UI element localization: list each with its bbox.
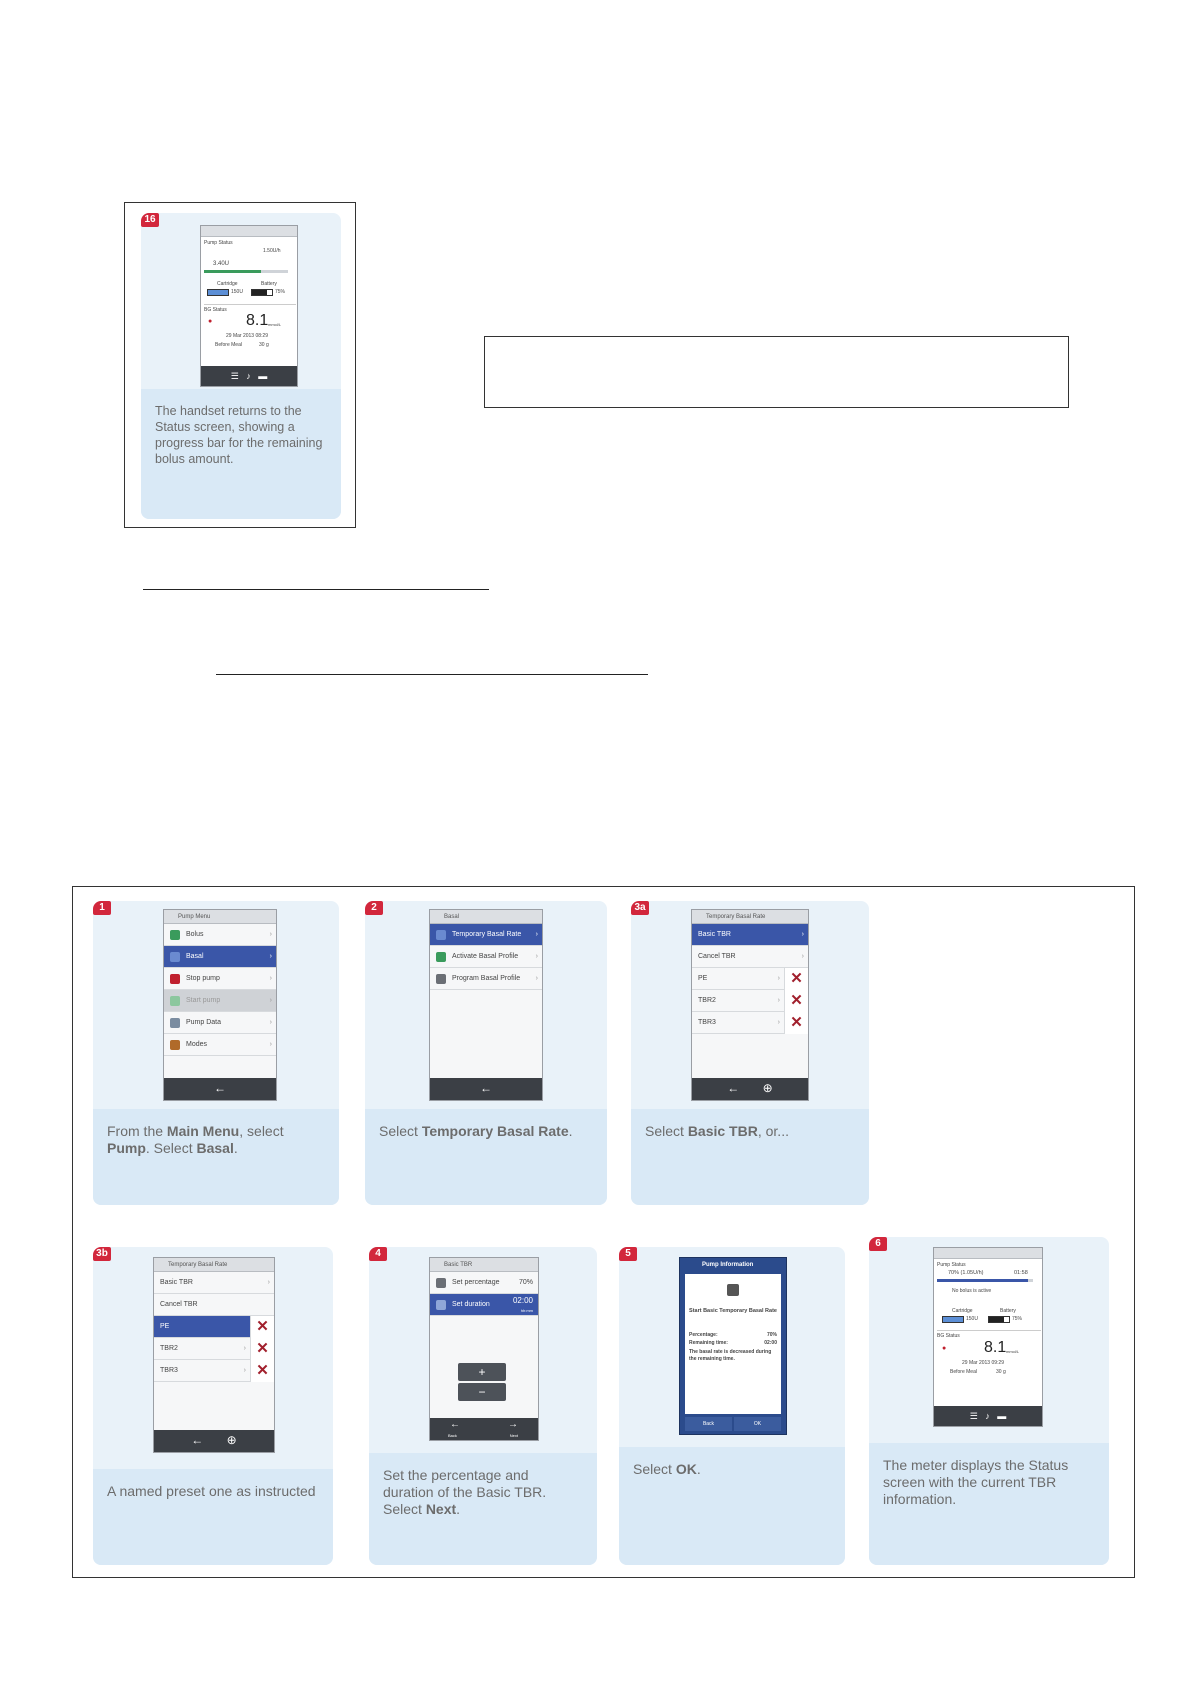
percentage-label: Percentage: (689, 1332, 718, 1338)
top-figure (124, 202, 356, 528)
step-caption: A named preset one as instructed (107, 1483, 316, 1499)
battery-icon (251, 289, 273, 296)
preset-item-selected[interactable]: PE ✕ (154, 1316, 274, 1338)
plus-button[interactable]: + (458, 1363, 506, 1381)
cartridge-label: Cartridge (952, 1308, 973, 1314)
bolus-progress-fill (204, 270, 261, 273)
bg-datetime: 29 Mar 2013 09:29 (962, 1360, 1004, 1366)
menu-item[interactable]: Modes › (164, 1034, 276, 1056)
caption-panel (365, 1109, 607, 1205)
delete-icon[interactable]: ✕ (250, 1360, 274, 1382)
ok-softkey[interactable]: OK (734, 1417, 781, 1431)
bg-datetime: 29 Mar 2013 08:29 (226, 333, 268, 339)
preset-item[interactable]: TBR3 › ✕ (692, 1012, 808, 1034)
menu-item-selected[interactable]: Temporary Basal Rate › (430, 924, 542, 946)
delete-icon[interactable]: ✕ (784, 968, 808, 990)
tbr-menu-screen (153, 1257, 275, 1453)
minus-button[interactable]: − (458, 1383, 506, 1401)
step-caption: From the Main Menu, select Pump. Select Basal. (107, 1123, 284, 1156)
delete-icon[interactable]: ✕ (784, 990, 808, 1012)
step-badge: 1 (93, 901, 111, 915)
cartridge-value: 150U (966, 1316, 978, 1322)
bg-value: 8.1 (984, 1339, 1007, 1356)
status-screen (933, 1247, 1043, 1427)
step-badge: 3b (93, 1247, 111, 1261)
step-caption: Set the percentage and duration of the Basic TBR. Select Next. (383, 1467, 547, 1517)
pump-menu-screen (163, 909, 277, 1101)
step-6-card (869, 1237, 1109, 1565)
battery-label: Battery (1000, 1308, 1016, 1314)
screen-title: Basal (430, 910, 542, 924)
tbr-time: 01:58 (1014, 1270, 1028, 1276)
step-4-card (369, 1247, 597, 1565)
next-softkey-label: Next (509, 1433, 518, 1438)
no-bolus-text: No bolus is active (952, 1288, 992, 1294)
empty-text-box (484, 336, 1069, 408)
screen-title: Temporary Basal Rate (692, 910, 808, 924)
horizontal-rule (216, 674, 648, 675)
back-softkey[interactable]: Back (685, 1417, 732, 1431)
screen-title: Basic TBR (430, 1258, 538, 1272)
pump-information-screen (679, 1257, 787, 1435)
bolus-value: 3.40U (213, 261, 230, 267)
preset-item[interactable]: TBR2 › ✕ (692, 990, 808, 1012)
menu-item-selected[interactable]: Basal › (164, 946, 276, 968)
blood-drop-icon: ● (208, 318, 213, 325)
screen-title: Pump Information (680, 1258, 786, 1272)
pump-status-label: Pump Status (204, 240, 233, 246)
screen-title: Pump Menu (164, 910, 276, 924)
step-badge: 2 (365, 901, 383, 915)
menu-item[interactable]: Bolus › (164, 924, 276, 946)
menu-item[interactable]: Program Basal Profile › (430, 968, 542, 990)
step-1-card (93, 901, 339, 1205)
softkey-bar: ☰ ♪ ▬ (934, 1406, 1042, 1426)
horizontal-rule (143, 589, 489, 590)
step-badge: 16 (141, 213, 159, 227)
step-5-card (619, 1247, 845, 1565)
softkey-bar[interactable]: ← ⊕ (154, 1430, 274, 1452)
info-heading: Start Basic Temporary Basal Rate (689, 1308, 777, 1314)
bg-unit: mmol/L (1006, 1349, 1020, 1354)
step-caption: Select Temporary Basal Rate. (379, 1123, 573, 1139)
status-bar (201, 226, 297, 237)
basal-menu-screen (429, 909, 543, 1101)
tbr-menu-screen (691, 909, 809, 1101)
carbs-value: 30 g (996, 1369, 1006, 1375)
step-16-card (141, 213, 341, 519)
menu-item[interactable]: Activate Basal Profile › (430, 946, 542, 968)
blood-drop-icon: ● (942, 1345, 947, 1352)
bg-value: 8.1 (246, 312, 269, 329)
preset-item[interactable]: TBR3 › ✕ (154, 1360, 274, 1382)
preset-item[interactable]: TBR2 › ✕ (154, 1338, 274, 1360)
percentage-row[interactable]: Set percentage 70% (430, 1272, 538, 1294)
menu-item[interactable]: Cancel TBR (154, 1294, 274, 1316)
menu-item[interactable]: Basic TBR › (154, 1272, 274, 1294)
menu-item[interactable]: Cancel TBR › (692, 946, 808, 968)
step-3b-card (93, 1247, 333, 1565)
back-softkey-label: Back (448, 1433, 457, 1438)
back-softkey[interactable]: ← (430, 1078, 542, 1100)
cartridge-value: 150U (231, 289, 243, 295)
softkey-bar: ☰ ♪ ▬ (201, 366, 297, 386)
caption-panel (869, 1443, 1109, 1565)
preset-item[interactable]: PE › ✕ (692, 968, 808, 990)
remaining-label: Remaining time: (689, 1340, 728, 1346)
menu-item[interactable]: Stop pump › (164, 968, 276, 990)
bg-status-label: BG Status (204, 304, 296, 313)
remaining-value: 02:00 (764, 1340, 777, 1346)
softkey-bar[interactable]: ← ⊕ (692, 1078, 808, 1100)
meal-label: Before Meal (215, 342, 242, 348)
pump-status-label: Pump Status (937, 1262, 966, 1268)
rate-value: 1.50U/h (263, 248, 281, 254)
step-badge: 4 (369, 1247, 387, 1261)
cartridge-label: Cartridge (217, 281, 238, 287)
step-caption: The meter displays the Status screen with the current TBR information. (883, 1457, 1069, 1507)
menu-item[interactable]: Pump Data › (164, 1012, 276, 1034)
carbs-value: 30 g (259, 342, 269, 348)
percentage-value: 70% (766, 1332, 777, 1338)
bg-status-label: BG Status (937, 1330, 1041, 1339)
tbr-progress-bar (937, 1279, 1033, 1282)
duration-row[interactable]: Set duration 02:00 hh:mm (430, 1294, 538, 1316)
tbr-steps-figure (72, 886, 1135, 1578)
screen-title: Temporary Basal Rate (154, 1258, 274, 1272)
step-badge: 6 (869, 1237, 887, 1251)
caption-panel (631, 1109, 869, 1205)
caption-panel (93, 1469, 333, 1565)
tbr-value: 70% (1.05U/h) (948, 1270, 984, 1276)
caption-panel (619, 1447, 845, 1565)
battery-value: 75% (1012, 1316, 1023, 1322)
status-screen (200, 225, 298, 387)
delete-icon[interactable]: ✕ (250, 1338, 274, 1360)
bolus-progress-bar (204, 270, 288, 273)
next-softkey[interactable]: → (508, 1419, 518, 1430)
info-panel (685, 1274, 781, 1414)
step-badge: 5 (619, 1247, 637, 1261)
basic-tbr-screen (429, 1257, 539, 1441)
step-caption: The handset returns to the Status screen, showing a progress bar for the remaining bolus amount. (155, 404, 323, 466)
softkey-bar (430, 1418, 538, 1440)
bg-unit: mmol/L (268, 322, 282, 327)
status-bar (934, 1248, 1042, 1259)
delete-icon[interactable]: ✕ (250, 1316, 274, 1338)
step-3a-card (631, 901, 869, 1205)
cartridge-icon (942, 1316, 964, 1323)
battery-value: 75% (275, 289, 286, 295)
caption-panel (93, 1109, 339, 1205)
menu-item-disabled: Start pump › (164, 990, 276, 1012)
caption-panel (369, 1453, 597, 1565)
step-caption: Select OK. (633, 1461, 701, 1477)
step-2-card (365, 901, 607, 1205)
step-caption: Select Basic TBR, or... (645, 1123, 789, 1139)
info-note: The basal rate is decreased during the remaining time. (689, 1349, 772, 1362)
cartridge-icon (207, 289, 229, 296)
step-badge: 3a (631, 901, 649, 915)
back-softkey[interactable]: ← (164, 1078, 276, 1100)
pump-icon (727, 1284, 739, 1296)
meal-label: Before Meal (950, 1369, 977, 1375)
delete-icon[interactable]: ✕ (784, 1012, 808, 1034)
menu-item-selected[interactable]: Basic TBR › (692, 924, 808, 946)
battery-label: Battery (261, 281, 277, 287)
battery-icon (988, 1316, 1010, 1323)
back-softkey[interactable]: ← (450, 1419, 460, 1430)
caption-panel (141, 389, 341, 519)
